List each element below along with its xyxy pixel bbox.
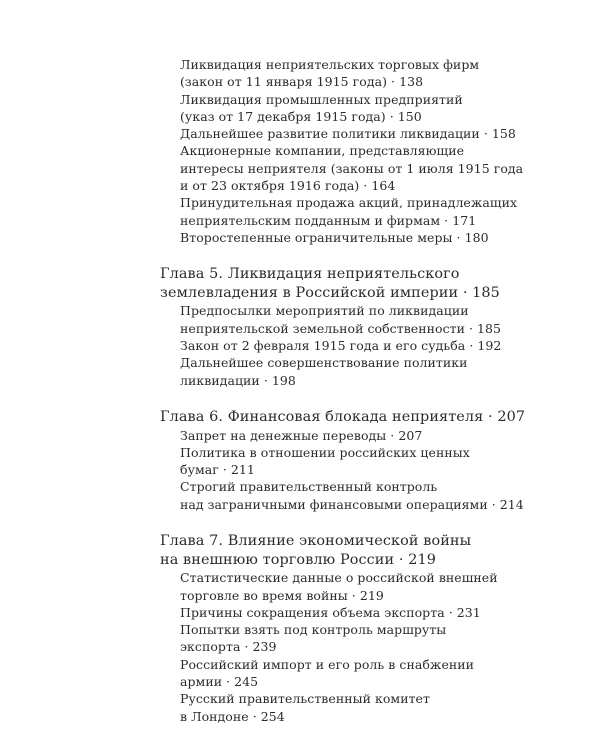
- toc-entry-line: Ликвидация промышленных предприятий: [180, 91, 463, 107]
- toc-entry-line: Попытки взять под контроль маршруты: [180, 622, 447, 638]
- toc-entry-line: в Лондоне · 254: [180, 708, 285, 724]
- toc-entry: [160, 478, 580, 513]
- toc-entry-line: Российский импорт и его роль в снабжении: [180, 656, 475, 672]
- table-of-contents: [160, 56, 580, 725]
- toc-entry-line: над заграничными финансовыми операциями · 214: [180, 496, 524, 512]
- toc-entry-line: Предпосылки мероприятий по ликвидации: [180, 303, 469, 319]
- chapter-title-line: на внешнюю торговлю России · 219: [160, 551, 436, 568]
- toc-entry: [160, 142, 580, 194]
- toc-entry: [160, 604, 580, 621]
- toc-entry-line: Принудительная продажа акций, принадлежащих: [180, 195, 518, 211]
- toc-entry-line: неприятельским подданным и фирмам · 171: [180, 212, 477, 228]
- toc-entry-line: ликвидации · 198: [180, 372, 296, 388]
- toc-entry-line: Дальнейшее развитие политики ликвидации · 158: [180, 126, 516, 142]
- toc-entry: [160, 91, 580, 126]
- toc-entry: [160, 194, 580, 229]
- toc-entry-line: интересы неприятеля (законы от 1 июля 1915 года: [180, 160, 524, 176]
- toc-entry-line: Причины сокращения объема экспорта · 231: [180, 604, 481, 620]
- toc-entry-line: бумаг · 211: [180, 462, 255, 478]
- chapter-title-line: Глава 6. Финансовая блокада неприятеля · 207: [160, 408, 526, 425]
- toc-entry: [160, 302, 580, 337]
- toc-entry-line: Статистические данные о российской внешней: [180, 570, 498, 586]
- toc-entry: [160, 444, 580, 479]
- toc-entry-line: Запрет на денежные переводы · 207: [180, 427, 423, 443]
- toc-entry: [160, 354, 580, 389]
- toc-entry: [160, 56, 580, 91]
- chapter-title-line: землевладения в Российской империи · 185: [160, 284, 500, 301]
- toc-entry-line: (закон от 11 января 1915 года) · 138: [180, 74, 424, 90]
- toc-section: [160, 408, 580, 513]
- chapter-title-line: Глава 7. Влияние экономической войны: [160, 533, 472, 550]
- toc-entry-line: Русский правительственный комитет: [180, 691, 430, 707]
- toc-entry: [160, 427, 580, 444]
- toc-entry: [160, 621, 580, 656]
- toc-entry-line: Строгий правительственный контроль: [180, 479, 438, 495]
- toc-entry: [160, 656, 580, 691]
- toc-entry-line: неприятельской земельной собственности · 185: [180, 320, 502, 336]
- toc-entry: [160, 569, 580, 604]
- toc-section: [160, 265, 580, 389]
- toc-entry-line: армии · 245: [180, 673, 259, 689]
- toc-section: [160, 532, 580, 725]
- toc-entry-line: Ликвидация неприятельских торговых фирм: [180, 57, 480, 72]
- toc-entry-line: экспорта · 239: [180, 639, 277, 655]
- toc-entry-line: Дальнейшее совершенствование политики: [180, 355, 468, 371]
- toc-entry-line: Политика в отношении российских ценных: [180, 444, 470, 460]
- toc-entry-line: Закон от 2 февраля 1915 года и его судьба · 192: [180, 338, 502, 354]
- toc-entry: [160, 337, 580, 354]
- toc-entry-line: Акционерные компании, представляющие: [180, 143, 465, 159]
- toc-section: [160, 56, 580, 246]
- toc-entry: [160, 125, 580, 142]
- toc-entry-line: торговле во время войны · 219: [180, 587, 384, 603]
- toc-entry-line: и от 23 октября 1916 года) · 164: [180, 178, 396, 194]
- toc-entry: [160, 690, 580, 725]
- toc-entry: [160, 229, 580, 246]
- toc-entry-line: (указ от 17 декабря 1915 года) · 150: [180, 108, 422, 124]
- toc-entry-line: Второстепенные ограничительные меры · 180: [180, 229, 489, 245]
- chapter-title-line: Глава 5. Ликвидация неприятельского: [160, 266, 460, 283]
